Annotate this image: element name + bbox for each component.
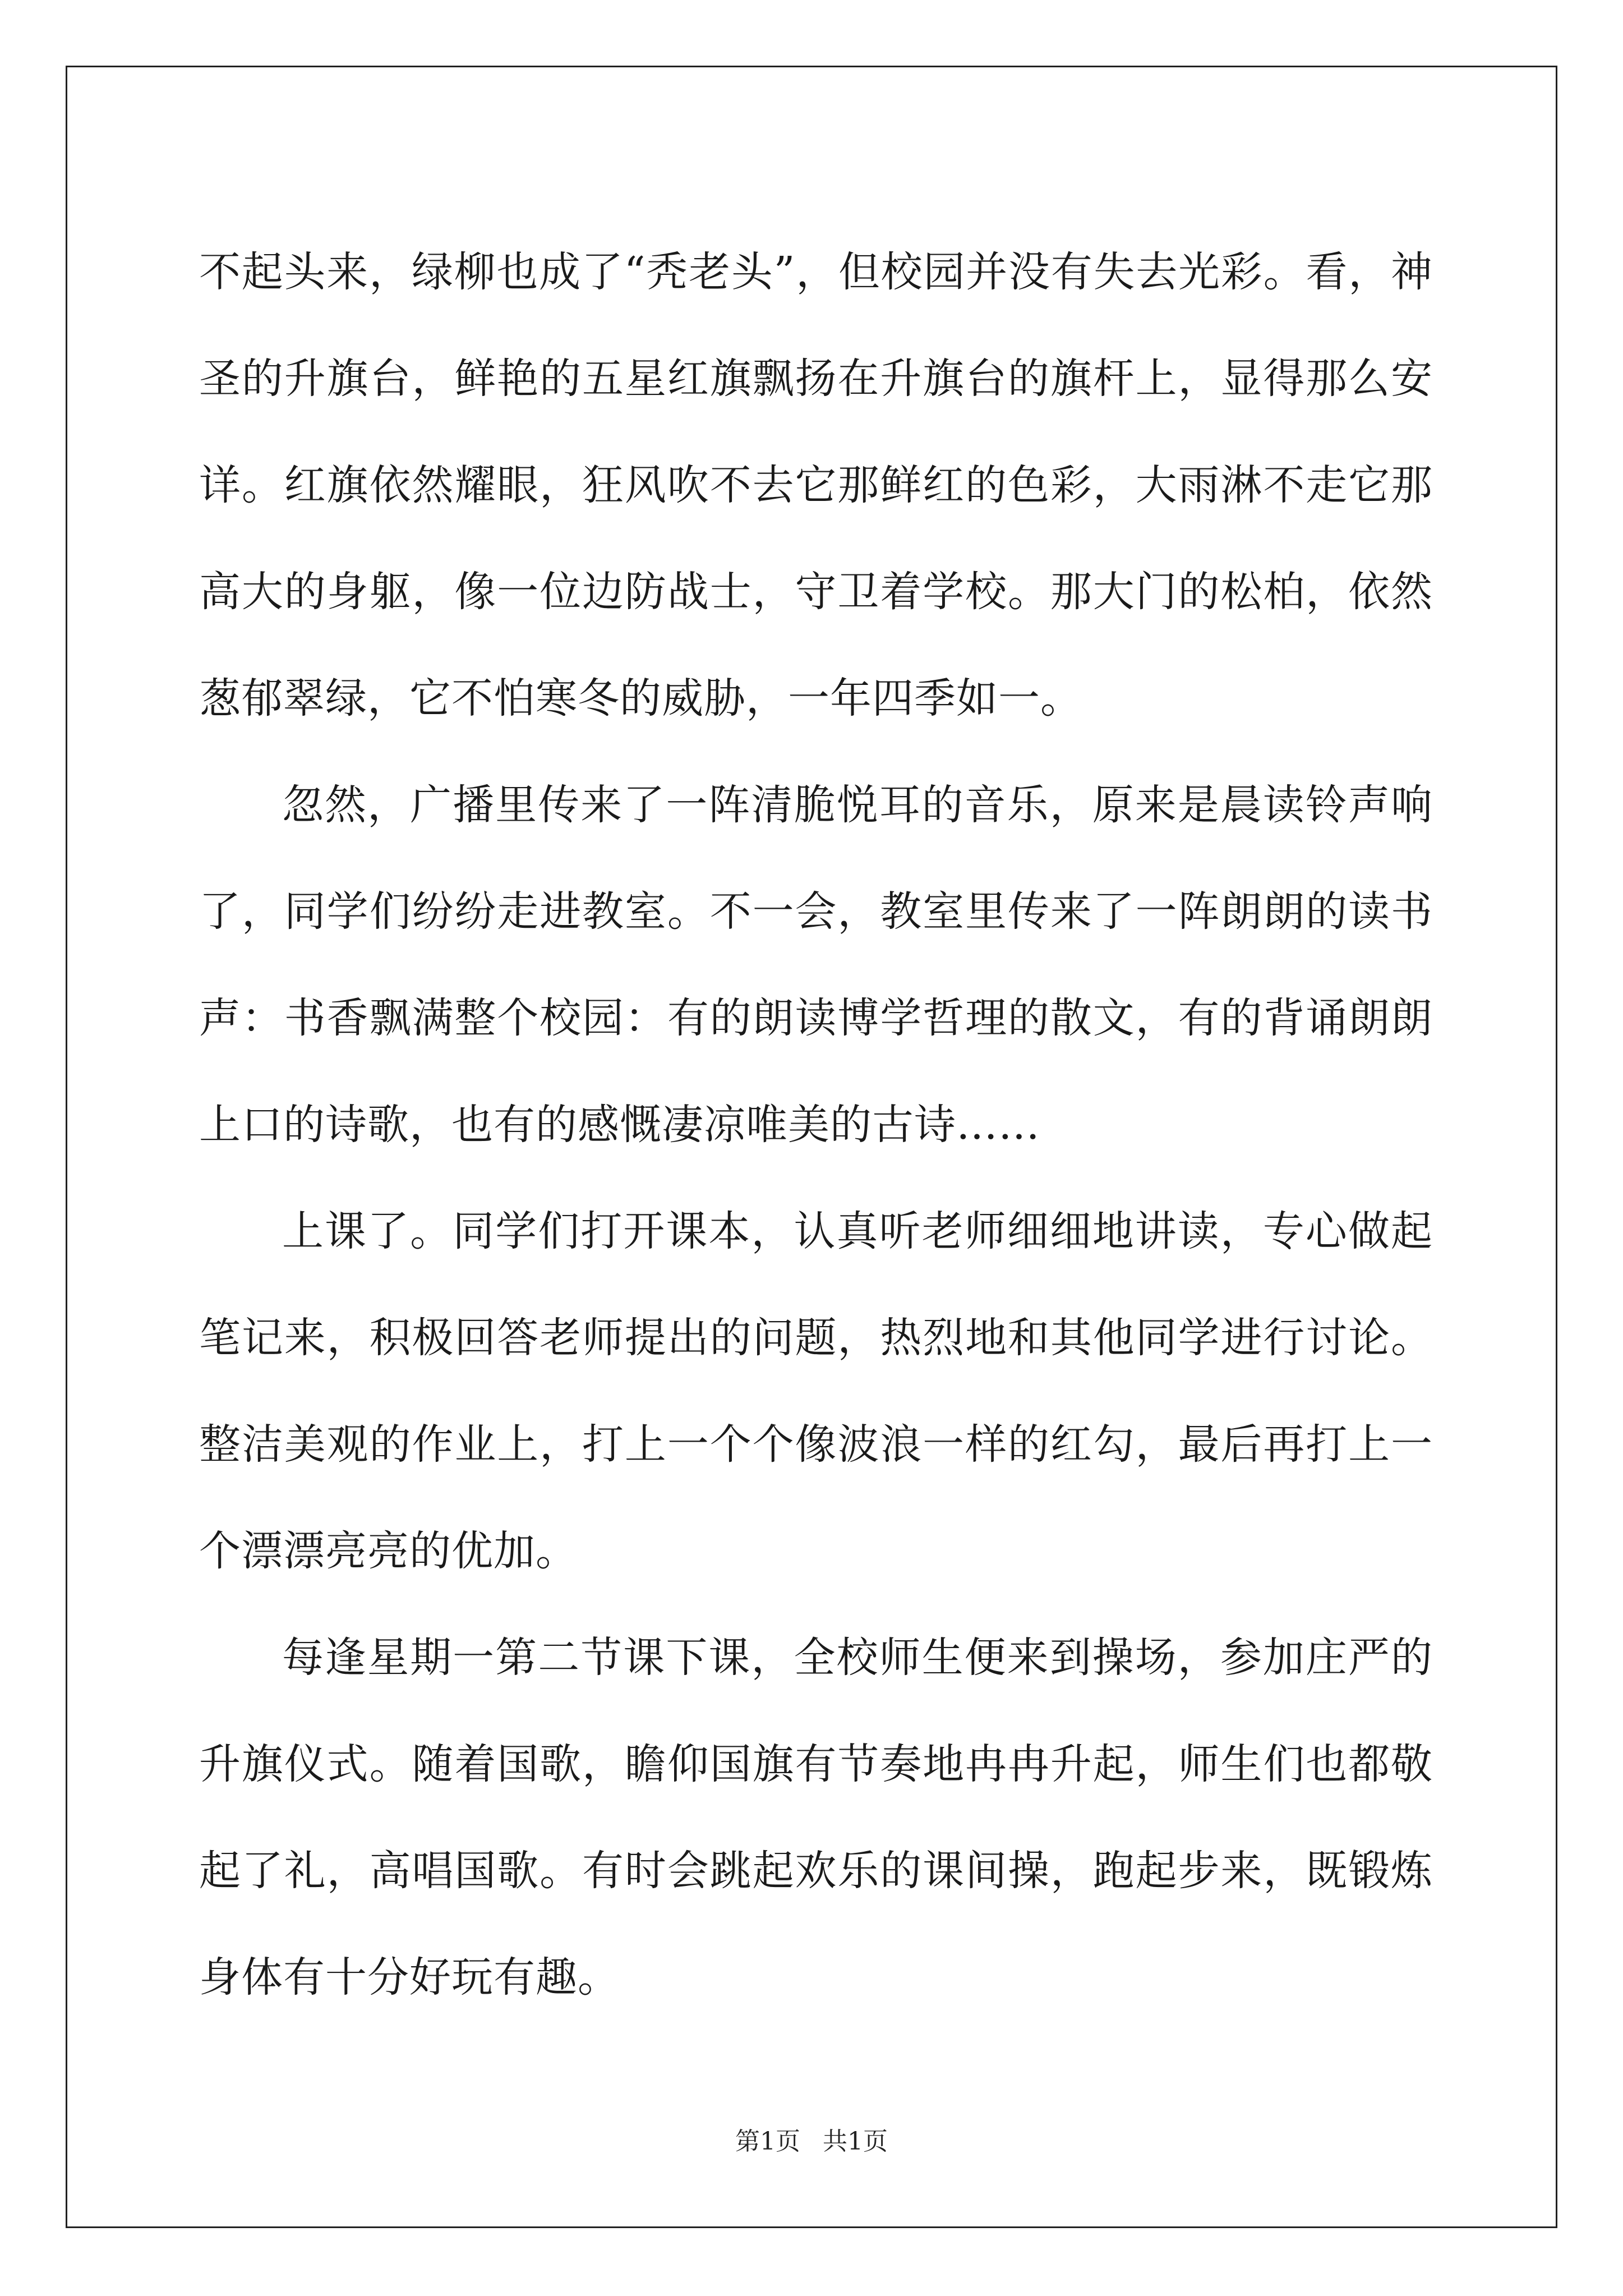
paragraph-1: 不起头来，绿柳也成了“秃老头”，但校园并没有失去光彩。看，神圣的升旗台，鲜艳的五星红旗飘扬在升旗台的旗杆上，显得那么安详。红旗依然耀眼，狂风吹不去它那鲜红的色彩，大雨淋不走它那高大的身躯，像一位边防战士，守卫着学校。那大门的松柏，依然葱郁翠绿，它不怕寒冬的威胁，一年四季如一。 — [199, 248, 1433, 723]
page-number: 第1页 — [735, 2127, 800, 2156]
paragraph-2: 忽然，广播里传来了一阵清脆悦耳的音乐，原来是晨读铃声响了，同学们纷纷走进教室。不一会，教室里传来了一阵朗朗的读书声：书香飘满整个校园：有的朗读博学哲理的散文，有的背诵朗朗上口的诗歌，也有的感慨凄凉唯美的古诗…… — [199, 781, 1433, 1149]
page-total: 共1页 — [823, 2127, 888, 2156]
paragraph-3: 上课了。同学们打开课本，认真听老师细细地讲读，专心做起笔记来，积极回答老师提出的问题，热烈地和其他同学进行讨论。整洁美观的作业上，打上一个个像波浪一样的红勾，最后再打上一个漂漂亮亮的优加。 — [199, 1207, 1433, 1575]
page-footer — [0, 2125, 1623, 2159]
paragraph-4: 每逢星期一第二节课下课，全校师生便来到操场，参加庄严的升旗仪式。随着国歌，瞻仰国旗有节奏地冉冉升起，师生们也都敬起了礼，高唱国歌。有时会跳起欢乐的课间操，跑起步来，既锻炼身体有十分好玩有趣。 — [199, 1634, 1433, 2001]
document-body — [199, 219, 1433, 2031]
